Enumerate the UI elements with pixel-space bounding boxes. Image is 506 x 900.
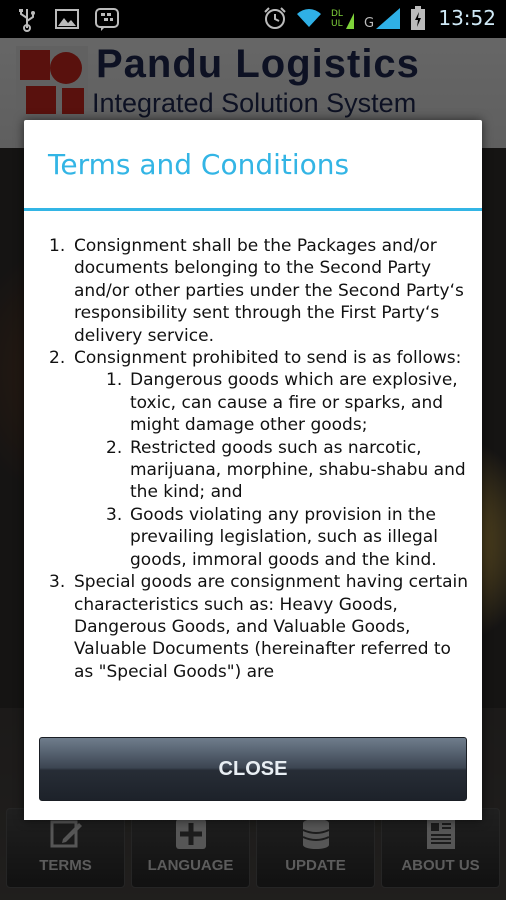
terms-item-text: Special goods are consignment having certain characteristics such as: Heavy Goods, Dangerous Goods, and Valuable Goods, Valuable Documents (hereinafter referred to as "Special Goods") are	[74, 572, 469, 682]
terms-item-number: 3.	[49, 572, 66, 593]
terms-item	[24, 235, 482, 347]
svg-text:DL: DL	[331, 9, 344, 19]
data-signal-icon	[330, 5, 356, 31]
battery-icon	[410, 5, 426, 31]
terms-subitem	[74, 369, 472, 436]
dialog-footer	[24, 719, 482, 820]
terms-item	[24, 347, 482, 571]
terms-subitem-number: 3.	[106, 504, 123, 525]
alarm-icon	[262, 5, 288, 31]
bbm-icon	[94, 6, 120, 32]
terms-subitem-text: Goods violating any provision in the prevailing legislation, such as illegal goods, immoral goods and the kind.	[130, 504, 438, 570]
network-type-label: G	[364, 16, 375, 31]
image-icon	[54, 6, 80, 32]
dialog-title: Terms and Conditions	[48, 148, 350, 181]
terms-sublist	[74, 369, 472, 571]
terms-item-text: Consignment shall be the Packages and/or documents belonging to the Second Party and/or other parties under the Second Party‘s responsibility sent through the First Party‘s delivery service.	[74, 236, 464, 346]
terms-scroll-area[interactable]	[24, 211, 482, 719]
terms-dialog	[24, 120, 482, 820]
status-clock: 13:52	[438, 6, 496, 30]
terms-subitem	[74, 504, 472, 571]
terms-item	[24, 571, 482, 683]
terms-subitem-text: Restricted goods such as narcotic, marijuana, morphine, shabu-shabu and the kind; and	[130, 437, 466, 503]
close-button[interactable]: CLOSE	[39, 737, 467, 801]
terms-item-text: Consignment prohibited to send is as follows:	[74, 348, 462, 369]
terms-subitem-number: 2.	[106, 437, 123, 458]
svg-text:UL: UL	[331, 19, 343, 29]
terms-list	[24, 211, 482, 683]
terms-subitem	[74, 437, 472, 504]
terms-subitem-number: 1.	[106, 370, 123, 391]
usb-icon	[14, 6, 40, 32]
terms-subitem-text: Dangerous goods which are explosive, toxic, can cause a fire or sparks, and might damage other goods;	[130, 370, 458, 436]
terms-item-number: 2.	[49, 348, 66, 369]
wifi-icon	[296, 5, 322, 31]
terms-item-number: 1.	[49, 236, 66, 256]
status-bar	[0, 0, 506, 38]
signal-icon	[364, 5, 402, 31]
